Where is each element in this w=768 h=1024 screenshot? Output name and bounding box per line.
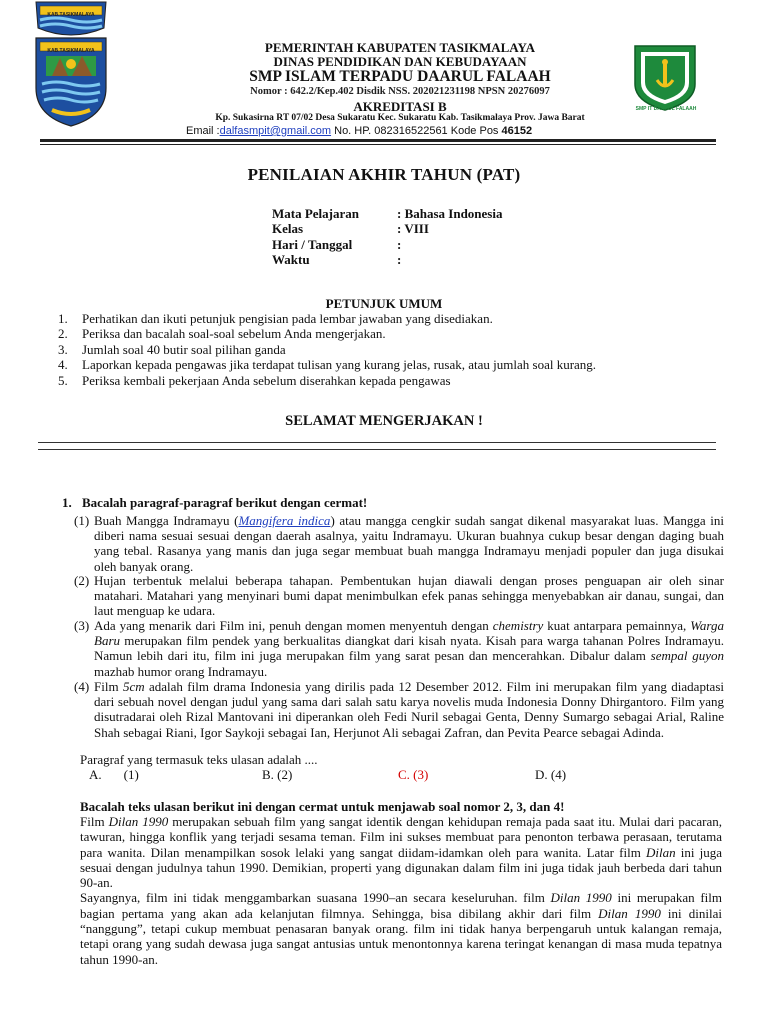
section-divider-lower: [38, 449, 716, 450]
scientific-name-link[interactable]: Mangifera indica: [238, 513, 331, 528]
option-b[interactable]: B. (2): [262, 767, 293, 782]
questions-2-4-instruction: Bacalah teks ulasan berikut ini dengan cermat untuk menjawab soal nomor 2, 3, dan 4!: [80, 799, 565, 814]
email-label: Email :: [186, 125, 220, 137]
header-divider: [40, 139, 716, 142]
list-item: 3. Jumlah soal 40 butir soal pilihan ganda: [58, 341, 286, 357]
list-item: 2. Periksa dan bacalah soal-soal sebelum Anda mengerjakan.: [58, 326, 386, 342]
paragraph-3: (3) Ada yang menarik dari Film ini, penuh dengan momen menyentuh dengan chemistry kuat antarpara pemainnya, Warga Baru merupakan film pendek yang berkualitas diangkat dari kisah nyata. Kisah para warga tahanan Polres Indramayu. Namun lebih dari itu, film ini juga merupakan film yang sarat pesan dan mencerahkan. Dibalur dalam sempal guyon mazhab humor orang Indramayu.: [74, 618, 725, 679]
section-divider: [38, 442, 716, 443]
paragraph-2: (2) Hujan terbentuk melalui beberapa tahapan. Pembentukan hujan diawali dengan proses penguapan air oleh sinar matahari. Matahari yang menyinari bumi dapat menimbulkan efek panas sehingga menyebabkan air danau, sungai, dan laut menguap ke udara.: [74, 573, 724, 619]
exam-title: PENILAIAN AKHIR TAHUN (PAT): [247, 165, 521, 184]
phone-text: No. HP. 082316522561 Kode Pos: [331, 125, 502, 137]
instructions-list: [58, 311, 596, 388]
header-address: Kp. Sukasirna RT 07/02 Desa Sukaratu Kec. Sukaratu Kab. Tasikmalaya Prov. Jawa Barat: [215, 113, 585, 123]
option-c-answer[interactable]: C. (3): [398, 767, 429, 782]
header-department: DINAS PENDIDIKAN DAN KEBUDAYAAN: [273, 54, 527, 69]
list-item: 1. Perhatikan dan ikuti petunjuk pengisian pada lembar jawaban yang disediakan.: [58, 311, 493, 326]
instructions-title: PETUNJUK UMUM: [325, 296, 443, 311]
kabupaten-logo-caption-top: KAB.TASIKMALAYA: [47, 12, 95, 18]
review-paragraph-1: Film Dilan 1990 merupakan sebuah film yang sangat identik dengan kehidupan remaja pada saat itu. Mulai dari pacaran, tawuran, hingga konflik yang terjadi sesama teman. Film ini sukses membuat para penonton terbawa perasaan, terutama para wanita. Dilan menampilkan sosok lelaki yang sangat diidam-idamkan oleh para wanita. Latar film Dilan ini juga sesuai dengan judulnya tahun 1990. Demikian, properti yang digunakan dalam film ini juga tidak jauh berbeda dari tahun 90-an.: [80, 814, 723, 891]
header-accreditation: AKREDITASI B: [353, 99, 447, 114]
question-1-stem: Paragraf yang termasuk teks ulasan adalah ....: [80, 752, 318, 767]
header-divider-thin: [40, 144, 716, 145]
postcode: 46152: [501, 125, 533, 137]
header-registration: Nomor : 642.2/Kep.402 Disdik NSS. 202021231198 NPSN 20276097: [250, 86, 550, 97]
header-school-name: SMP ISLAM TERPADU DAARUL FALAAH: [249, 68, 551, 85]
header-government: PEMERINTAH KABUPATEN TASIKMALAYA: [264, 40, 536, 55]
info-class: Kelas : VIII: [272, 221, 429, 236]
kabupaten-logo: [30, 0, 112, 132]
info-time: Waktu :: [272, 252, 402, 267]
header-contact: [186, 125, 626, 137]
review-paragraph-2: Sayangnya, film ini tidak menggambarkan suasana 1990–an secara keseluruhan. film Dilan 1990 ini merupakan film bagian pertama yang akan ada kelanjutan filmnya. Sehingga, bisa dibilang akhir dari film Dilan 1990 ini dinilai “nanggung”, tetapi cukup membuat penasaran banyak orang. film ini tidak hanya berpengaruh untuk kalangan remaja, tetapi orang yang sudah dewasa juga sangat antusias untuk menontonnya karena teringat kenangan di masa muda tepatnya tahun 1990-an.: [80, 890, 722, 967]
info-date: Hari / Tanggal :: [272, 237, 402, 252]
email-link[interactable]: dalfasmpit@gmail.com: [219, 125, 332, 137]
school-logo-caption: SMP IT DAARUL FALAAH: [635, 106, 697, 112]
kabupaten-logo-caption: KAB.TASIKMALAYA: [47, 48, 95, 54]
option-a[interactable]: A. (1): [89, 767, 139, 782]
info-subject: Mata Pelajaran : Bahasa Indonesia: [272, 206, 503, 221]
good-luck-heading: SELAMAT MENGERJAKAN !: [285, 413, 483, 429]
paragraph-1: (1) Buah Mangga Indramayu (Mangifera indica) atau mangga cengkir sudah sangat dikenal masyarakat luas. Mangga ini diberi nama sesuai sesuai dengan daerah asalnya, yaitu Indramayu. Ukuran buahnya cukup besar dengan daging buah yang tebal. Rasanya yang manis dan juga segar membuat buah mangga Indramayu menjadi populer dan juga disukai oleh banyak orang.: [74, 513, 724, 574]
list-item: 5. Periksa kembali pekerjaan Anda sebelum diserahkan kepada pengawas: [58, 372, 451, 388]
review-text: [80, 814, 722, 967]
question-1-instruction: 1. Bacalah paragraf-paragraf berikut dengan cermat!: [62, 495, 368, 510]
option-d[interactable]: D. (4): [535, 767, 567, 782]
paragraph-4: (4) Film 5cm adalah film drama Indonesia yang dirilis pada 12 Desember 2012. Film ini merupakan film yang diadaptasi dari sebuah novel dengan judul yang sama dari salah satu karya novelis muda Indonesia Donny Dhirgantoro. Film yang disutradarai oleh Rizal Mantovani ini diperankan oleh Fedi Nuril sebagai Genta, Denny Sumargo sebagai Arial, Raline Shah sebagai Riani, Igor Saykoji sebagai Ian, Herjunot Ali sebagai Zafran, dan Pevita Pearce sebagai Adinda.: [74, 679, 724, 740]
list-item: 4. Laporkan kepada pengawas jika terdapat tulisan yang kurang jelas, rusak, atau jumlah soal kurang.: [58, 357, 597, 373]
